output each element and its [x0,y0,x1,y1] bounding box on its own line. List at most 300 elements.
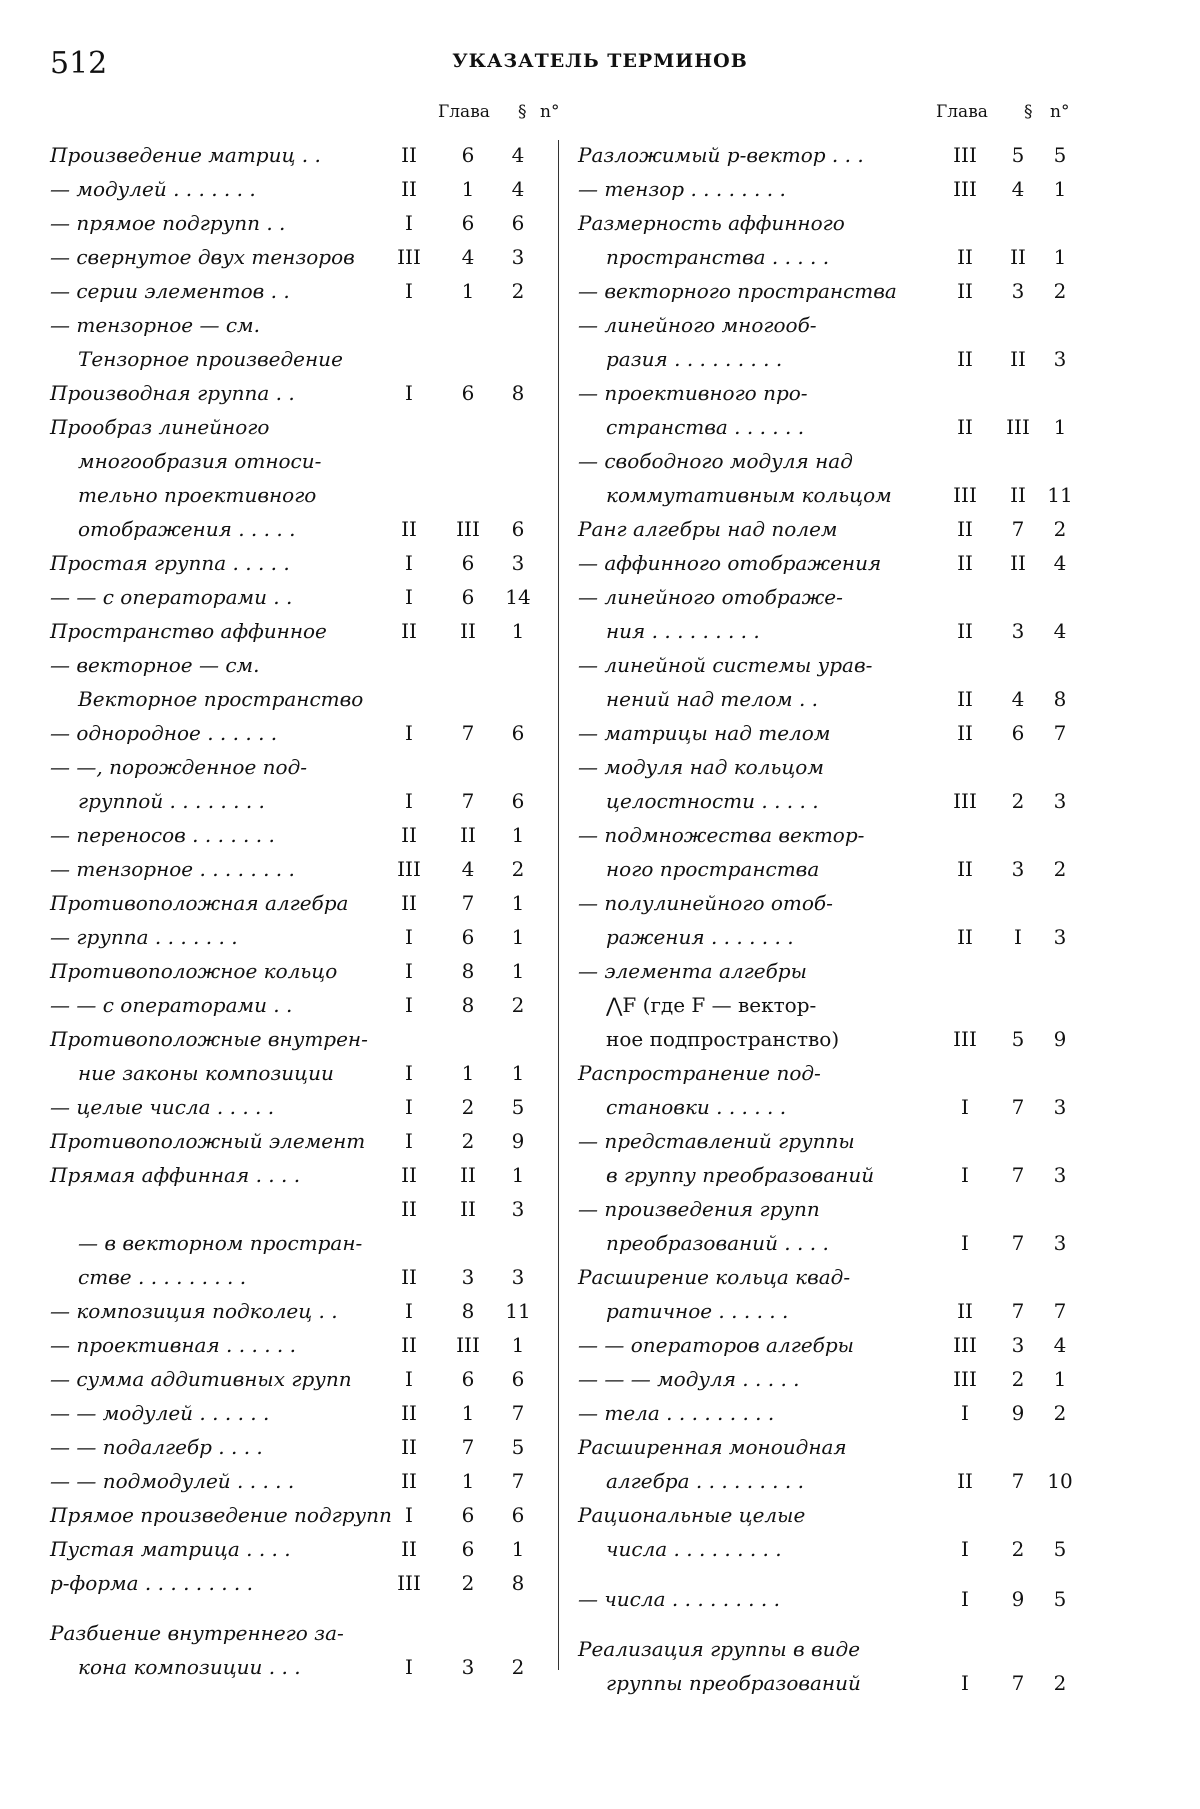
index-entry [50,954,550,988]
section-value: 1 [461,1061,475,1085]
index-entry [578,1260,1078,1294]
index-term: — проективная . . . . . . [50,1333,296,1357]
chapter-value: I [405,789,413,813]
index-term: отображения . . . . . [78,517,296,541]
chapter-value: I [961,1671,969,1695]
index-entry [50,512,550,546]
chapter-value: I [961,1095,969,1119]
section-value: II [1010,483,1026,507]
number-value: 2 [511,993,525,1017]
number-value: 9 [511,1129,525,1153]
number-value: 8 [511,1571,525,1595]
index-entry [50,410,550,444]
index-term: — линейного многооб- [578,313,817,337]
chapter-value: II [957,347,973,371]
index-term: — тела . . . . . . . . . [578,1401,775,1425]
section-value: 6 [461,585,475,609]
number-value: 1 [511,1333,525,1357]
index-term: — —, порожденное под- [50,755,308,779]
chapter-value: I [961,1401,969,1425]
index-entry [50,1616,550,1650]
section-value: 8 [461,993,475,1017]
number-value: 11 [505,1299,531,1323]
index-entry [50,1566,550,1600]
section-value: II [1010,347,1026,371]
index-term: Расширение кольца квад- [578,1265,851,1289]
chapter-value: II [401,1537,417,1561]
number-value: 7 [511,1401,525,1425]
column-headers-right [578,102,1078,138]
section-value: 1 [461,279,475,303]
index-term: Рациональные целые [578,1503,806,1527]
index-term: Простая группа . . . . . [50,551,290,575]
index-term: — тензорное . . . . . . . . [50,857,295,881]
section-value: 7 [461,789,475,813]
index-term: — композиция подколец . . [50,1299,338,1323]
index-term: числа . . . . . . . . . [606,1537,782,1561]
section-value: 3 [461,1655,475,1679]
number-value: 1 [511,925,525,949]
section-value: II [460,823,476,847]
index-entry [578,1022,1078,1056]
index-term: Тензорное произведение [78,347,343,371]
number-value: 1 [511,619,525,643]
number-value: 3 [511,245,525,269]
index-term: — свободного модуля над [578,449,853,473]
index-term: — произведения групп [578,1197,820,1221]
index-term: преобразований . . . . [606,1231,829,1255]
header-number: n° [1050,102,1070,122]
index-term: — — подмодулей . . . . . [50,1469,295,1493]
section-value: 7 [461,1435,475,1459]
index-entry [578,444,1078,478]
index-entry [578,1328,1078,1362]
number-value: 4 [511,177,525,201]
chapter-value: III [397,245,421,269]
header-chapter: Глава [936,102,988,122]
column-divider [558,140,559,1670]
index-term: — модуля над кольцом [578,755,824,779]
section-value: 6 [461,1537,475,1561]
number-value: 3 [1053,925,1067,949]
chapter-value: II [957,415,973,439]
index-entry [50,546,550,580]
section-value: II [460,619,476,643]
chapter-value: II [957,1299,973,1323]
index-entry [578,512,1078,546]
index-entry [578,546,1078,580]
number-value: 4 [1053,619,1067,643]
index-term: — проективного про- [578,381,808,405]
number-value: 1 [511,1061,525,1085]
index-term: пространства . . . . . [606,245,830,269]
index-term: — числа . . . . . . . . . [578,1587,780,1611]
index-entry [50,1226,550,1260]
index-term: — подмножества вектор- [578,823,865,847]
number-value: 6 [511,517,525,541]
section-value: 3 [1011,1333,1025,1357]
index-entry [578,1430,1078,1464]
number-value: 14 [505,585,531,609]
section-value: II [1010,551,1026,575]
chapter-value: II [401,891,417,915]
index-term: Прямая аффинная . . . . [50,1163,301,1187]
number-value: 3 [1053,1163,1067,1187]
index-term: Прообраз линейного [50,415,270,439]
chapter-value: III [397,1571,421,1595]
index-term: становки . . . . . . [606,1095,787,1119]
section-value: 3 [1011,619,1025,643]
chapter-value: II [401,1469,417,1493]
number-value: 3 [511,551,525,575]
index-entry [50,172,550,206]
index-term: группой . . . . . . . . [78,789,265,813]
index-entry [578,342,1078,376]
index-term: — тензорное — см. [50,313,260,337]
index-entry [50,818,550,852]
chapter-value: II [401,143,417,167]
chapter-value: II [957,551,973,575]
number-value: 3 [511,1265,525,1289]
index-entry [50,784,550,818]
index-term: — целые числа . . . . . [50,1095,275,1119]
index-entry [578,784,1078,818]
number-value: 3 [1053,1095,1067,1119]
index-entry [50,1328,550,1362]
chapter-value: I [405,211,413,235]
index-term: — линейной системы урав- [578,653,873,677]
index-term: Реализация группы в виде [578,1637,861,1661]
index-term: тельно проективного [78,483,317,507]
number-value: 2 [1053,1401,1067,1425]
index-entry [50,308,550,342]
number-value: 8 [511,381,525,405]
index-term: ное подпространство) [606,1027,840,1051]
index-term: Пустая матрица . . . . [50,1537,291,1561]
index-term: ного пространства [606,857,820,881]
section-value: 7 [1011,1163,1025,1187]
section-value: 6 [461,1503,475,1527]
chapter-value: I [405,993,413,1017]
index-entry [50,1260,550,1294]
chapter-value: I [405,1129,413,1153]
index-term: — серии элементов . . [50,279,290,303]
index-entry [578,818,1078,852]
chapter-value: II [401,177,417,201]
index-entry [578,716,1078,750]
index-entry [50,444,550,478]
index-term: ние законы композиции [78,1061,334,1085]
section-value: 7 [1011,1231,1025,1255]
chapter-value: I [405,959,413,983]
index-term: Расширенная моноидная [578,1435,847,1459]
section-value: 3 [1011,857,1025,881]
section-value: 8 [461,1299,475,1323]
number-value: 1 [511,1163,525,1187]
chapter-value: I [961,1537,969,1561]
chapter-value: I [961,1231,969,1255]
section-value: 1 [461,1401,475,1425]
index-entry [578,614,1078,648]
chapter-value: II [401,619,417,643]
number-value: 10 [1047,1469,1073,1493]
section-value: III [456,1333,480,1357]
section-value: 7 [1011,517,1025,541]
index-entry [578,1396,1078,1430]
index-term: стве . . . . . . . . . [78,1265,247,1289]
section-value: 2 [461,1095,475,1119]
index-term: Векторное пространство [78,687,364,711]
chapter-value: I [405,279,413,303]
index-entry [578,886,1078,920]
index-entry [50,1498,550,1532]
index-term: Размерность аффинного [578,211,845,235]
index-entry [50,1396,550,1430]
number-value: 4 [1053,551,1067,575]
index-term: целостности . . . . . [606,789,819,813]
chapter-value: I [405,381,413,405]
section-value: 7 [1011,1469,1025,1493]
number-value: 8 [1053,687,1067,711]
index-column-right [578,102,1078,1700]
number-value: 1 [1053,177,1067,201]
section-value: II [1010,245,1026,269]
index-entry [578,988,1078,1022]
number-value: 2 [1053,857,1067,881]
index-entry [50,206,550,240]
index-entry [50,1532,550,1566]
chapter-value: I [961,1163,969,1187]
index-entry [50,852,550,886]
index-entry [50,716,550,750]
chapter-value: I [405,1655,413,1679]
index-term: — модулей . . . . . . . [50,177,256,201]
index-entry [578,274,1078,308]
index-entry [578,750,1078,784]
index-entry [50,1430,550,1464]
index-term: Произведение матриц . . [50,143,321,167]
number-value: 3 [1053,789,1067,813]
number-value: 2 [511,857,525,881]
index-term: — аффинного отображения [578,551,882,575]
section-value: 5 [1011,143,1025,167]
index-term: Противоположный элемент [50,1129,366,1153]
index-term: коммутативным кольцом [606,483,892,507]
chapter-value: II [957,279,973,303]
index-entry [50,478,550,512]
chapter-value: II [401,517,417,541]
index-term: Противоположная алгебра [50,891,349,915]
index-term: ражения . . . . . . . [606,925,794,949]
index-term: ⋀F (где F — вектор- [606,993,817,1017]
section-value: 9 [1011,1587,1025,1611]
index-term: Производная группа . . [50,381,295,405]
number-value: 4 [511,143,525,167]
section-value: 7 [1011,1671,1025,1695]
index-term: Ранг алгебры над полем [578,517,838,541]
index-term: — группа . . . . . . . [50,925,238,949]
chapter-value: I [405,551,413,575]
index-term: странства . . . . . . [606,415,805,439]
index-entry [578,1666,1078,1700]
index-term: Разбиение внутреннего за- [50,1621,344,1645]
index-entry [578,920,1078,954]
running-head: УКАЗАТЕЛЬ ТЕРМИНОВ [452,50,748,72]
index-entry [50,1124,550,1158]
section-value: 7 [1011,1299,1025,1323]
chapter-value: I [405,585,413,609]
index-term: — линейного отображе- [578,585,843,609]
number-value: 1 [1053,415,1067,439]
section-value: 2 [1011,1537,1025,1561]
index-entry [578,1124,1078,1158]
index-entry [50,1022,550,1056]
chapter-value: III [953,789,977,813]
chapter-value: II [957,619,973,643]
section-value: 6 [461,1367,475,1391]
index-term: — полулинейного отоб- [578,891,833,915]
number-value: 3 [511,1197,525,1221]
index-entry [578,1158,1078,1192]
header-section: § [518,102,527,122]
index-entry [578,648,1078,682]
section-value: II [460,1197,476,1221]
index-column-left [50,102,560,1684]
section-value: 7 [461,891,475,915]
chapter-value: II [401,1435,417,1459]
header-section: § [1024,102,1033,122]
index-entry [578,1192,1078,1226]
number-value: 6 [511,1503,525,1527]
chapter-value: III [953,483,977,507]
index-entry [50,920,550,954]
number-value: 1 [1053,245,1067,269]
section-value: 6 [461,381,475,405]
index-term: многообразия относи- [78,449,322,473]
index-entry [578,1056,1078,1090]
index-term: Прямое произведение подгрупп [50,1503,392,1527]
index-entry [578,138,1078,172]
index-entry [50,376,550,410]
index-term: Противоположные внутрен- [50,1027,368,1051]
chapter-value: II [401,1163,417,1187]
number-value: 5 [1053,1537,1067,1561]
index-entry [50,988,550,1022]
index-term: Противоположное кольцо [50,959,338,983]
index-term: Распространение под- [578,1061,821,1085]
index-term: — переносов . . . . . . . [50,823,275,847]
index-entry [578,172,1078,206]
index-entry [50,1464,550,1498]
section-value: 1 [461,177,475,201]
index-entry [578,478,1078,512]
index-entry [50,274,550,308]
chapter-value: II [401,823,417,847]
section-value: 2 [1011,1367,1025,1391]
number-value: 2 [511,279,525,303]
chapter-value: II [957,1469,973,1493]
index-entry [578,410,1078,444]
section-value: 4 [1011,687,1025,711]
chapter-value: III [953,1027,977,1051]
index-entry [578,1090,1078,1124]
header-number: n° [540,102,560,122]
index-entry [50,342,550,376]
index-term: разия . . . . . . . . . [606,347,783,371]
number-value: 5 [1053,143,1067,167]
index-entry [578,1498,1078,1532]
chapter-value: I [405,1061,413,1085]
section-value: 4 [461,245,475,269]
section-value: III [1006,415,1030,439]
index-term: — векторного пространства [578,279,897,303]
index-term: — — — модуля . . . . . [578,1367,800,1391]
section-value: 2 [461,1571,475,1595]
number-value: 7 [511,1469,525,1493]
chapter-value: II [957,517,973,541]
number-value: 2 [511,1655,525,1679]
section-value: 6 [461,925,475,949]
index-entry [578,308,1078,342]
section-value: II [460,1163,476,1187]
index-entry [50,580,550,614]
index-term: — свернутое двух тензоров [50,245,355,269]
index-entry [50,614,550,648]
index-entry [50,1362,550,1396]
chapter-value: I [405,721,413,745]
chapter-value: III [953,1367,977,1391]
chapter-value: I [405,1095,413,1119]
chapter-value: II [957,857,973,881]
chapter-value: II [401,1333,417,1357]
index-term: кона композиции . . . [78,1655,301,1679]
index-entry [578,240,1078,274]
chapter-value: III [397,857,421,881]
index-entry [578,1362,1078,1396]
index-entry [578,682,1078,716]
index-term: — — операторов алгебры [578,1333,854,1357]
index-term: — тензор . . . . . . . . [578,177,786,201]
index-entry [578,580,1078,614]
index-entry [578,852,1078,886]
section-value: 1 [461,1469,475,1493]
index-entry [50,886,550,920]
number-value: 2 [1053,517,1067,541]
index-term: — элемента алгебры [578,959,807,983]
chapter-value: I [405,925,413,949]
index-term: — прямое подгрупп . . [50,211,286,235]
chapter-value: II [401,1197,417,1221]
number-value: 1 [511,891,525,915]
section-value: 7 [461,721,475,745]
number-value: 3 [1053,1231,1067,1255]
section-value: 6 [461,551,475,575]
section-value: 6 [461,211,475,235]
chapter-value: I [405,1367,413,1391]
chapter-value: III [953,143,977,167]
chapter-value: II [401,1401,417,1425]
index-term: ния . . . . . . . . . [606,619,760,643]
index-entry [578,1464,1078,1498]
section-value: I [1014,925,1022,949]
number-value: 11 [1047,483,1073,507]
index-entry [578,1532,1078,1566]
index-term: Пространство аффинное [50,619,327,643]
section-value: 5 [1011,1027,1025,1051]
chapter-value: II [401,1265,417,1289]
page-number: 512 [50,46,108,81]
index-term: алгебра . . . . . . . . . [606,1469,804,1493]
